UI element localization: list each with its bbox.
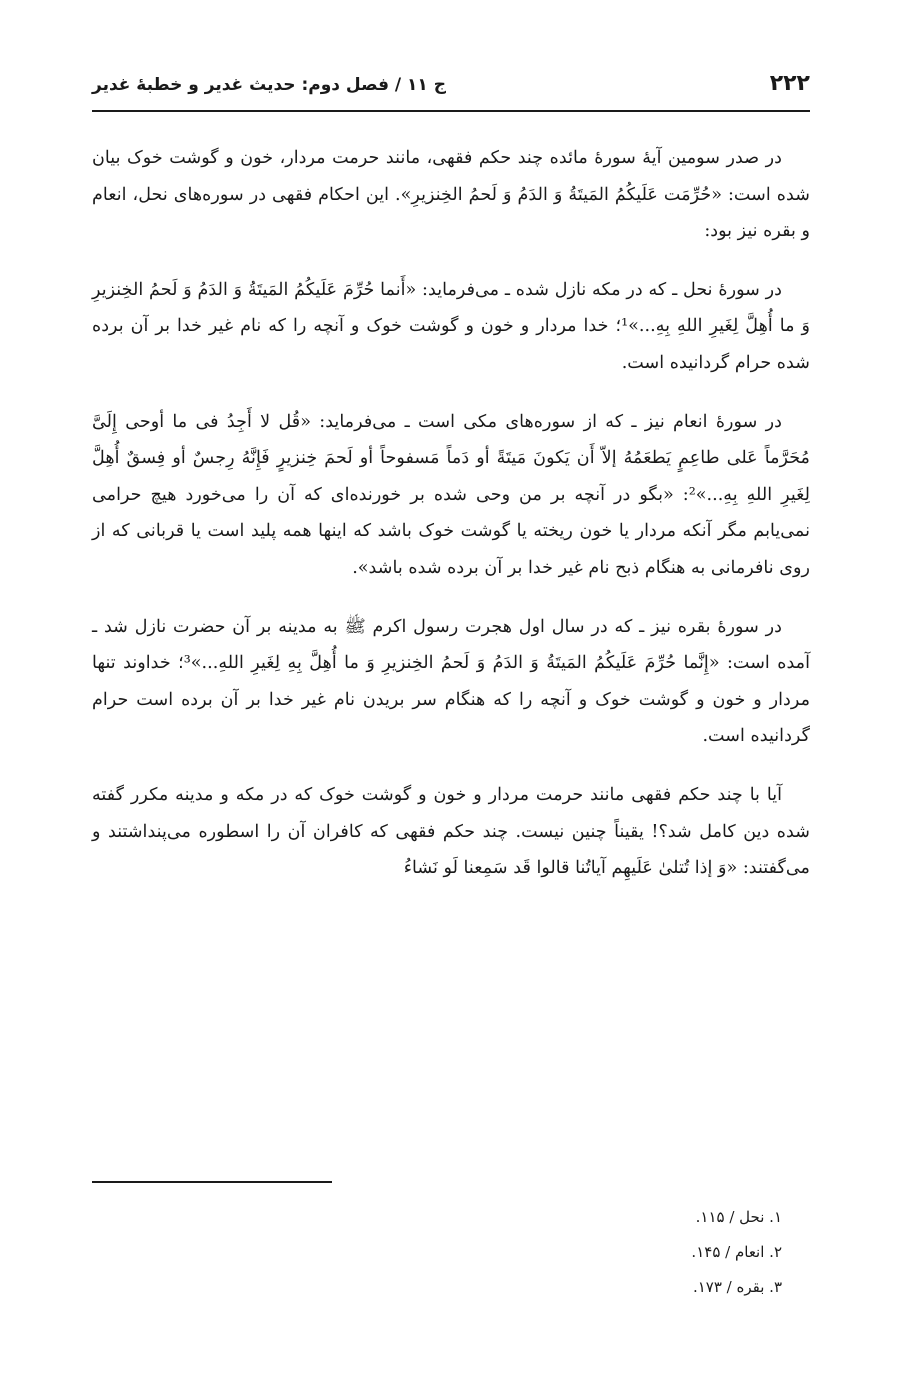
running-title: ج ۱۱ / فصل دوم: حدیث غدیر و خطبهٔ غدیر [92, 75, 446, 95]
paragraph-maida: در صدر سومین آیهٔ سورهٔ مائده چند حکم فقهی، مانند حرمت مردار، خون و گوشت خوک بیان شده است: «حُرِّمَت عَلَیکُمُ المَیتَةُ وَ الدَمُ وَ لَحمُ الخِنزیرِ». این احکام فقهی در سوره‌های نحل، انعام و بقره نیز بود: [92, 148, 810, 242]
book-page [92, 62, 810, 909]
footnote-1: ۱. نحل / ۱۱۵. [695, 1208, 782, 1226]
paragraph-conclusion: آیا با چند حکم فقهی مانند حرمت مردار و خون و گوشت خوک که در مکه و مدینه مکرر گفته شده دین کامل شد؟! یقیناً چنین نیست. چند حکم فقهی که کافران آن را اسطوره می‌پنداشتند و می‌گفتند: «وَ إذا تُتلیٰ عَلَیهِم آیاتُنا قالوا قَد سَمِعنا لَو نَشاءُ [92, 784, 810, 879]
paragraph-nahl: در سورهٔ نحل ـ که در مکه نازل شده ـ می‌فرماید: «أَنما حُرِّمَ عَلَیکُمُ المَیتَةُ وَ الدَمُ وَ لَحمُ الخِنزیرِ وَ ما أُهِلَّ لِغَیرِ اللهِ بِهِ...»¹؛ خدا مردار و خون و گوشت خوک و آنچه را که نام غیر خدا بر آن برده شده حرام گردانیده است. [92, 279, 810, 373]
body-text [92, 140, 810, 887]
footnote-3: ۳. بقره / ۱۷۳. [692, 1278, 782, 1296]
running-header [92, 62, 810, 112]
footnote-divider [92, 1181, 332, 1183]
page-number: ۲۲۲ [769, 71, 810, 96]
paragraph-anam: در سورهٔ انعام نیز ـ که از سوره‌های مکی است ـ می‌فرماید: «قُل لا أَجِدُ فی ما أوحی إِلَیَّ مُحَرَّماً عَلی طاعِمٍ یَطعَمُهُ إلاّ أَن یَکونَ مَیتَةً أو دَماً مَسفوحاً أو لَحمَ خِنزیرٍ فَإِنَّهُ رِجسٌ أو فِسقٌ أُهِلَّ لِغَیرِ اللهِ بِهِ...»²: «بگو در آنچه بر من وحی شده بر خورنده‌ای که آن را می‌خورد هیچ حرامی نمی‌یابم مگر آنکه مردار یا خون ریخته یا گوشت خوک باشد که اینها همه پلید است یا قربانی که از روی نافرمانی به هنگام ذبح نام غیر خدا بر آن برده شده باشد». [92, 411, 810, 578]
footnote-2: ۲. انعام / ۱۴۵. [691, 1243, 782, 1261]
footnotes [92, 1200, 810, 1305]
paragraph-baqara: در سورهٔ بقره نیز ـ که در سال اول هجرت رسول اکرم ﷺ به مدینه بر آن حضرت نازل شد ـ آمده است: «إِنَّما حُرِّمَ عَلَیکُمُ المَیتَةُ وَ الدَمُ وَ لَحمُ الخِنزیرِ وَ ما أُهِلَّ بِهِ لِغَیرِ اللهِ...»³؛ خداوند تنها مردار و خون و گوشت خوک و آنچه را که هنگام سر بریدن نام غیر خدا بر آن برده است حرام گردانیده است. [92, 616, 810, 747]
